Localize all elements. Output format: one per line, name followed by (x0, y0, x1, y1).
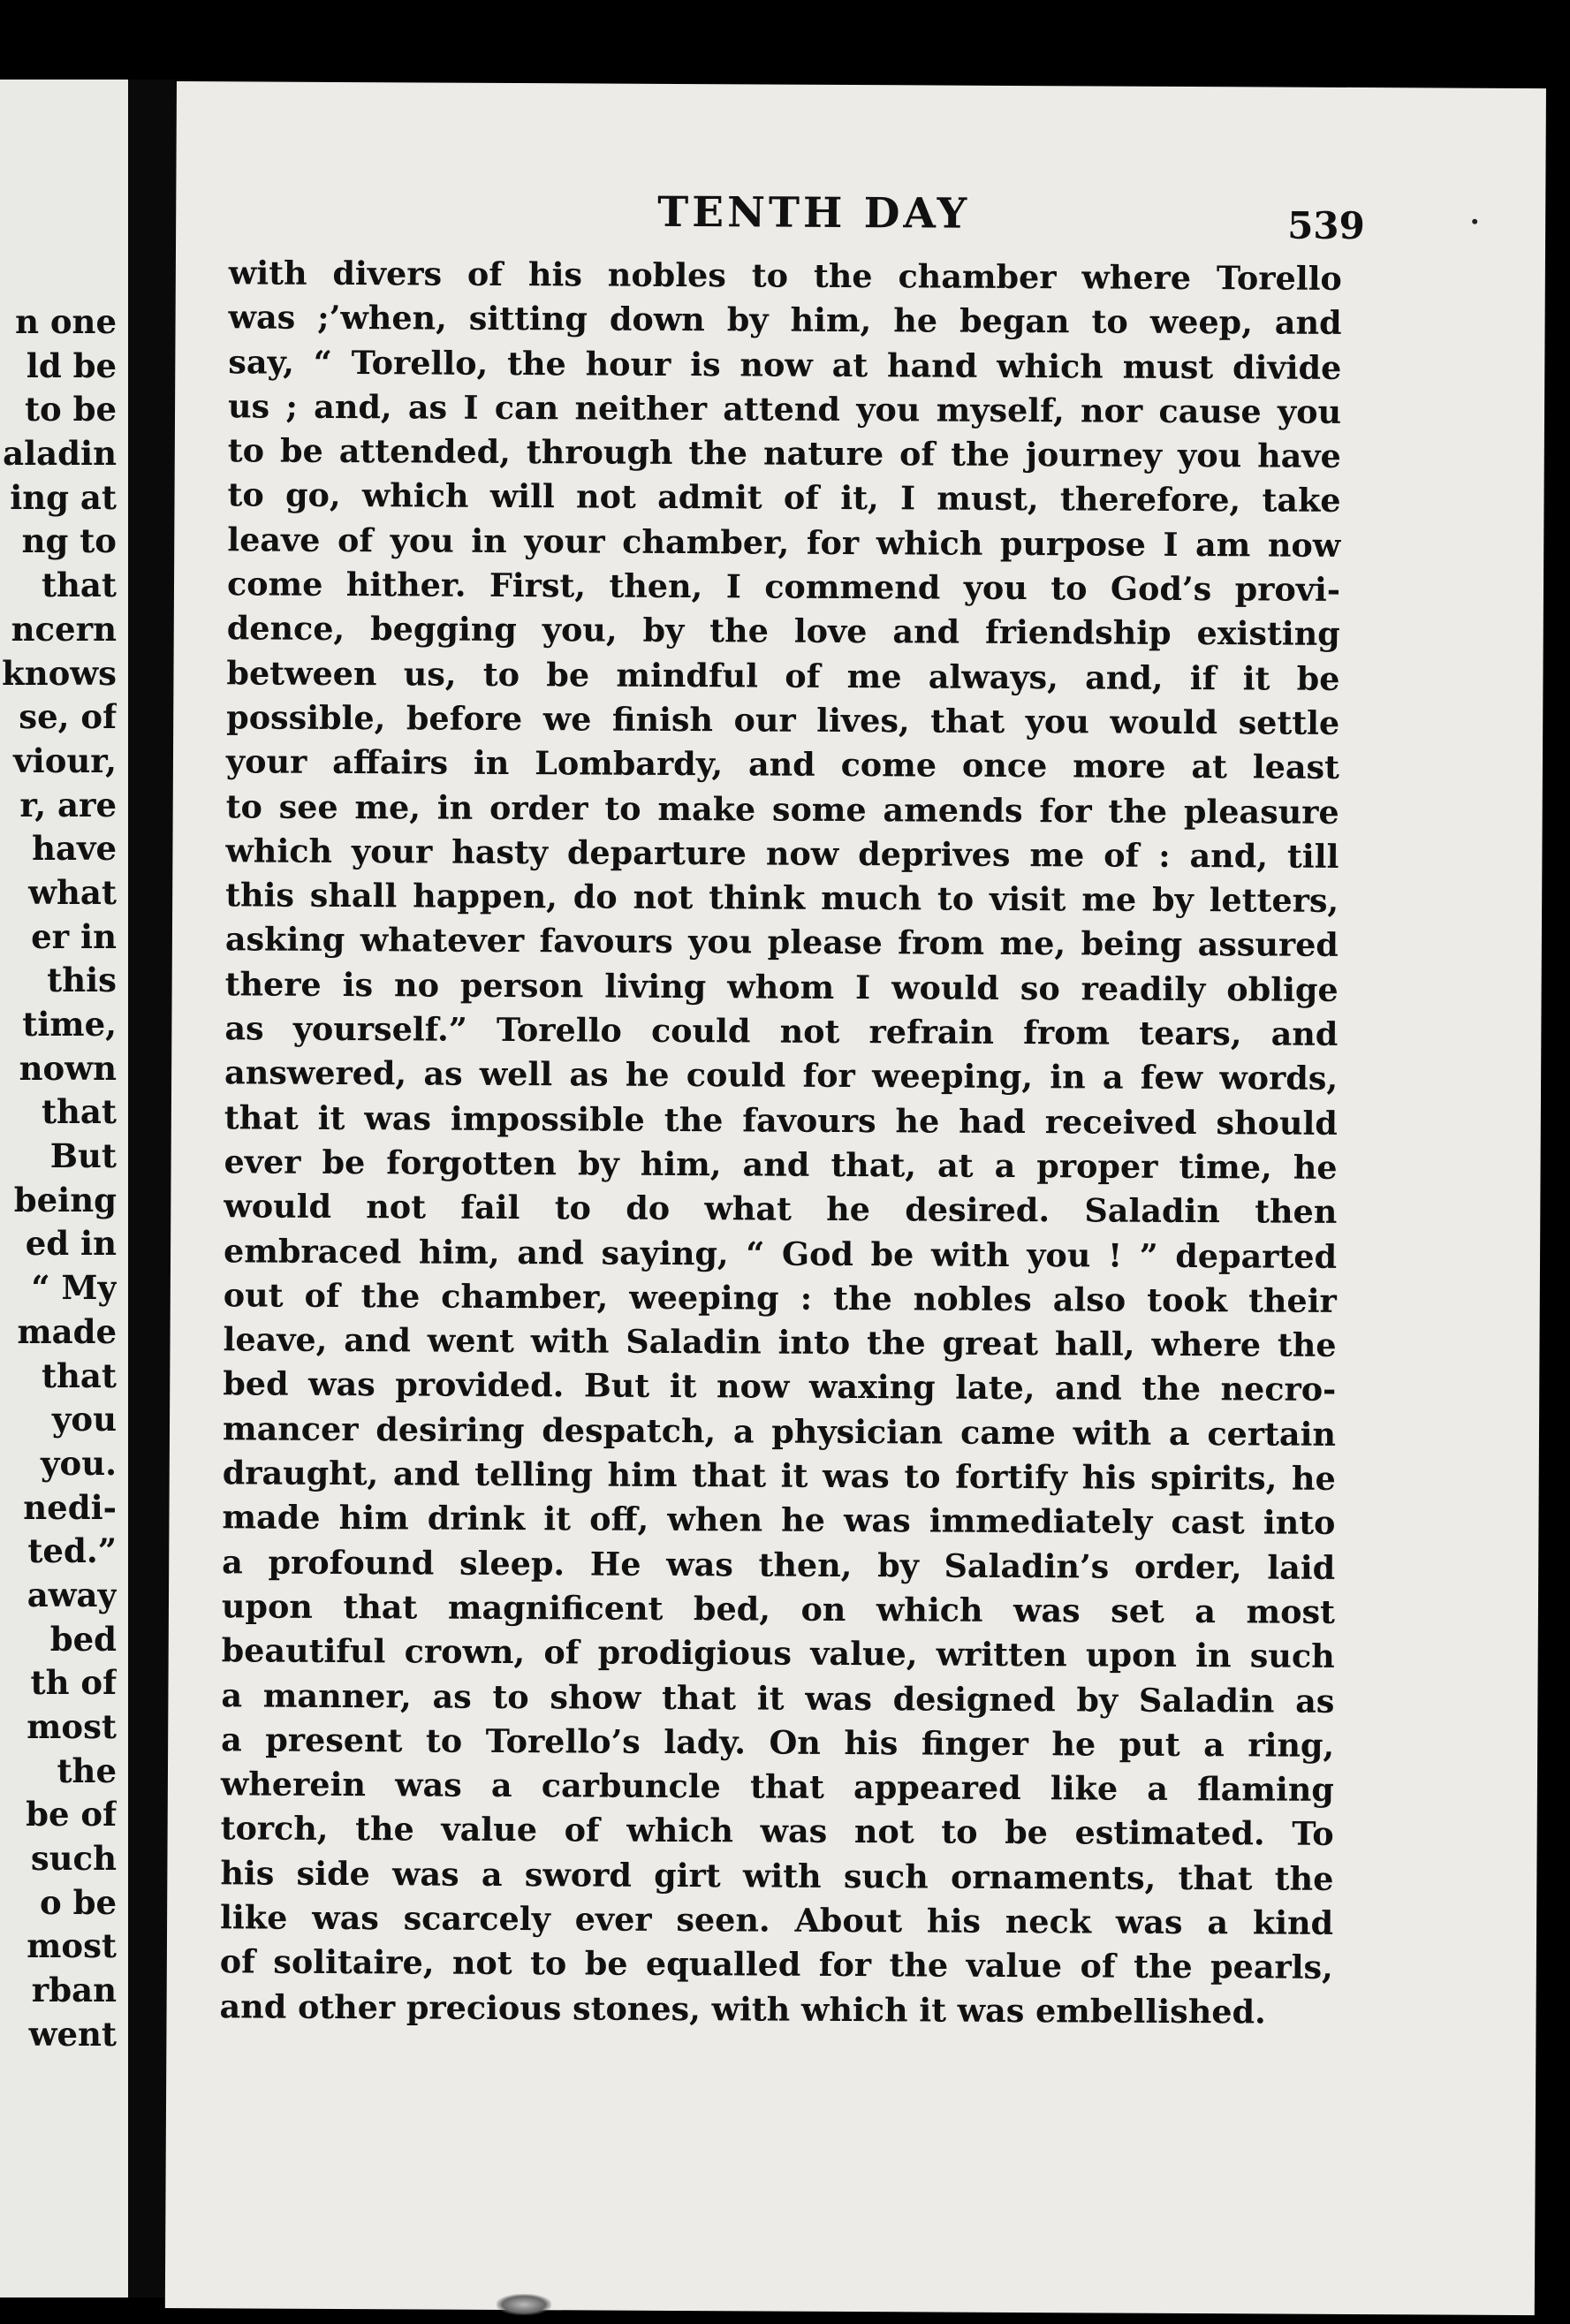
facing-page-line: er in (31, 916, 117, 956)
facing-page-line: n one (15, 302, 117, 341)
facing-page-line: ed in (25, 1224, 117, 1264)
text-line: answered, as well as he could for weeping, in a few words, (224, 1053, 1339, 1098)
facing-page-line: that (41, 1092, 117, 1132)
facing-page-line: ing at (10, 477, 117, 517)
text-line: embraced him, and saying, “ God be with you ! ” departed (223, 1231, 1338, 1276)
facing-page-text (0, 300, 117, 2057)
facing-page-line: knows (2, 653, 117, 693)
text-line: was ;’when, sitting down by him, he began to weep, and (228, 298, 1342, 343)
text-line: mancer desiring despatch, a physician came with a certain (222, 1409, 1337, 1454)
facing-page-line: the (57, 1751, 117, 1790)
facing-page-line: went (28, 2014, 117, 2054)
facing-page-line: ld be (26, 346, 117, 385)
text-line: to be attended, through the nature of the journey you have (227, 431, 1341, 476)
facing-page-line: time, (22, 1005, 117, 1044)
facing-page-line: aladin (3, 434, 117, 474)
facing-page-line: nown (19, 1048, 117, 1088)
scan-smudge (497, 2294, 551, 2315)
text-line: say, “ Torello, the hour is now at hand which must divide (228, 342, 1342, 387)
text-line: come hither. First, then, I commend you to God’s provi- (226, 565, 1341, 609)
text-line: your affairs in Lombardy, and come once more at least (225, 742, 1340, 787)
text-line: to go, which will not admit of it, I must, therefore, take (227, 475, 1341, 520)
facing-page-line: most (27, 1926, 117, 1966)
running-head (176, 186, 1536, 246)
page-right (165, 81, 1546, 2315)
facing-page-line: this (47, 961, 117, 1000)
text-line: dence, begging you, by the love and friendship existing (226, 609, 1340, 654)
facing-page-line: that (41, 1356, 117, 1395)
text-line: a present to Torello’s lady. On his finger he put a ring, (221, 1720, 1335, 1765)
facing-page-left (0, 80, 128, 2297)
facing-page-line: away (27, 1575, 117, 1614)
text-line: a profound sleep. He was then, by Saladin’s order, laid (222, 1542, 1336, 1587)
text-line: torch, the value of which was not to be estimated. To (220, 1809, 1334, 1854)
facing-page-line: ng to (21, 521, 117, 561)
facing-page-line: made (17, 1311, 117, 1351)
text-line: ever be forgotten by him, and that, at a proper time, he (224, 1143, 1338, 1187)
facing-page-line: to be (24, 390, 117, 429)
text-line: as yourself.” Torello could not refrain from tears, and (224, 1009, 1339, 1053)
text-line: out of the chamber, weeping : the nobles also took their (223, 1276, 1337, 1320)
text-line: like was scarcely ever seen. About his neck was a kind (220, 1898, 1334, 1942)
text-line: wherein was a carbuncle that appeared like a flaming (220, 1765, 1335, 1809)
text-line: draught, and telling him that it was to fortify his spirits, he (222, 1454, 1336, 1498)
text-line: and other precious stones, with which it was embellished. (219, 1986, 1266, 2032)
text-line: upon that magnificent bed, on which was set a most (221, 1587, 1336, 1631)
body-text (219, 251, 1342, 2034)
facing-page-line: most (27, 1707, 117, 1746)
text-line: asking whatever favours you please from me, being assured (224, 920, 1339, 965)
facing-page-line: ted.” (27, 1531, 117, 1571)
page-number: 539 (1287, 203, 1365, 248)
facing-page-line: what (28, 872, 117, 912)
text-line: made him drink it off, when he was immediately cast into (222, 1498, 1336, 1543)
text-line: which your hasty departure now deprives me of : and, till (225, 832, 1339, 876)
facing-page-line: rban (31, 1971, 117, 2010)
text-line: to see me, in order to make some amends for the pleasure (225, 786, 1339, 832)
facing-page-line: have (32, 829, 117, 869)
facing-page-line: se, of (19, 697, 117, 737)
facing-page-line: such (30, 1839, 117, 1879)
facing-page-line: r, are (19, 785, 117, 824)
facing-page-line: nedi- (23, 1487, 117, 1527)
text-line: between us, to be mindful of me always, and, if it be (226, 653, 1340, 698)
text-line: that it was impossible the favours he had received should (224, 1097, 1338, 1143)
facing-page-line: bed (49, 1619, 117, 1659)
text-line: with divers of his nobles to the chamber where Torello (228, 254, 1342, 298)
text-line: a manner, as to show that it was designed by Saladin as (221, 1675, 1335, 1720)
facing-page-line: ncern (11, 609, 117, 649)
running-head-title: TENTH DAY (657, 187, 971, 239)
text-line: leave of you in your chamber, for which purpose I am now (227, 520, 1341, 565)
facing-page-line: you (51, 1400, 117, 1439)
facing-page-line: be of (26, 1795, 117, 1834)
text-line: possible, before we finish our lives, that you would settle (226, 698, 1340, 742)
text-line: beautiful crown, of prodigious value, written upon in such (221, 1631, 1335, 1676)
text-line: us ; and, as I can neither attend you myself, nor cause you (227, 387, 1342, 431)
facing-page-line: But (49, 1136, 117, 1176)
facing-page-line: that (41, 566, 117, 605)
text-line: his side was a sword girt with such ornaments, that the (220, 1853, 1334, 1898)
facing-page-line: you. (41, 1443, 117, 1483)
text-line: bed was provided. But it now waxing late, and the necro- (223, 1364, 1337, 1409)
text-line: there is no person living whom I would so readily oblige (224, 965, 1339, 1009)
facing-page-line: viour, (13, 740, 117, 780)
text-line: leave, and went with Saladin into the great hall, where the (223, 1320, 1337, 1365)
text-line: of solitaire, not to be equalled for the value of the pearls, (219, 1942, 1333, 1987)
facing-page-line: o be (40, 1882, 117, 1922)
facing-page-line: th of (30, 1663, 117, 1703)
facing-page-line: “ My (31, 1268, 117, 1308)
text-line: this shall happen, do not think much to visit me by letters, (225, 876, 1339, 921)
facing-page-line: being (13, 1180, 117, 1219)
text-line: would not fail to do what he desired. Saladin then (224, 1187, 1338, 1232)
